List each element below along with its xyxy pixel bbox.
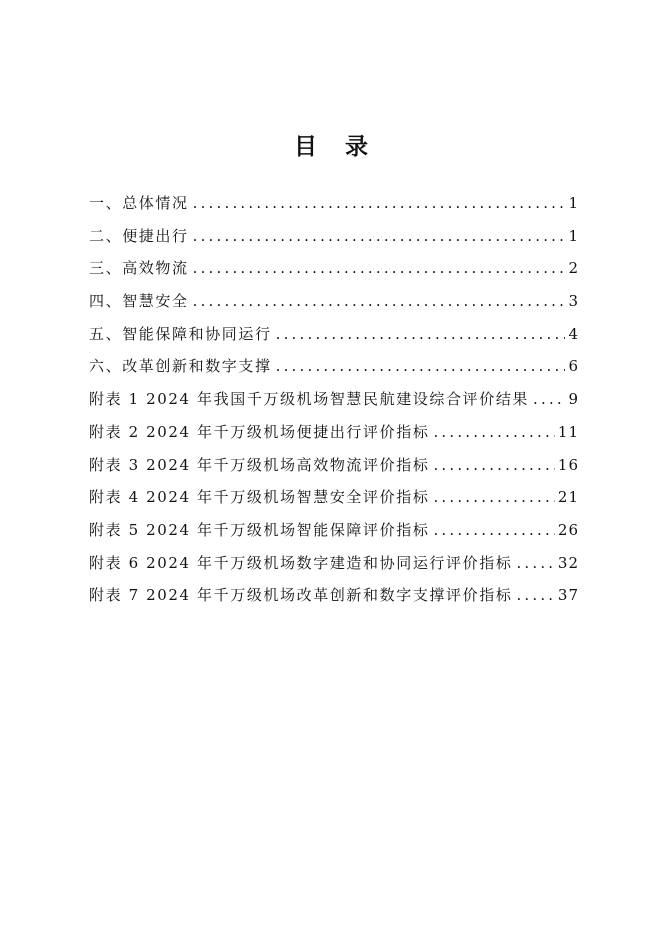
toc-dot-leader [276,354,566,378]
toc-entry[interactable] [89,420,579,453]
toc-page-number: 37 [557,586,579,605]
toc-dot-leader [193,224,566,248]
toc-entry-label: 附表 7 2024 年千万级机场改革创新和数字支撑评价指标 [89,586,513,605]
toc-dot-leader [516,551,554,575]
toc-entry[interactable] [89,518,579,551]
toc-entry[interactable] [89,256,579,289]
table-of-contents [89,191,579,616]
toc-entry-label: 附表 4 2024 年千万级机场智慧安全评价指标 [89,488,430,507]
toc-entry[interactable] [89,289,579,322]
toc-entry-label: 六、改革创新和数字支撑 [89,357,272,376]
toc-page-number: 9 [568,390,579,409]
toc-entry-label: 附表 6 2024 年千万级机场数字建造和协同运行评价指标 [89,553,513,572]
toc-dot-leader [433,453,554,477]
toc-page-number: 1 [568,226,579,245]
toc-entry[interactable] [89,485,579,518]
toc-entry-label: 附表 1 2024 年我国千万级机场智慧民航建设综合评价结果 [89,390,530,409]
toc-entry-label: 附表 5 2024 年千万级机场智能保障评价指标 [89,520,430,539]
toc-page-number: 21 [557,488,579,507]
toc-page-number: 3 [568,292,579,311]
toc-page-number: 16 [557,455,579,474]
toc-dot-leader [516,583,554,607]
toc-page-number: 2 [568,259,579,278]
toc-page-number: 32 [557,553,579,572]
toc-dot-leader [433,518,554,542]
toc-dot-leader [276,322,566,346]
toc-dot-leader [193,256,566,280]
toc-page-number: 6 [568,357,579,376]
toc-entry[interactable] [89,354,579,387]
toc-page-number: 1 [568,194,579,212]
toc-page-number: 4 [568,324,579,343]
toc-page-number: 11 [557,422,579,441]
toc-entry[interactable] [89,224,579,257]
page-title: 目 录 [293,133,378,160]
toc-dot-leader [533,387,565,411]
toc-entry-label: 二、便捷出行 [89,226,189,245]
toc-dot-leader [433,485,554,509]
toc-entry[interactable] [89,387,579,420]
toc-entry-label: 附表 2 2024 年千万级机场便捷出行评价指标 [89,422,430,441]
toc-page-number: 26 [557,520,579,539]
toc-entry[interactable] [89,453,579,486]
toc-entry[interactable] [89,322,579,355]
toc-entry[interactable] [89,191,579,224]
toc-entry-label: 五、智能保障和协同运行 [89,324,272,343]
toc-entry-label: 三、高效物流 [89,259,189,278]
toc-entry[interactable] [89,551,579,584]
toc-dot-leader [193,289,566,313]
toc-dot-leader [433,420,554,444]
toc-entry[interactable] [89,583,579,616]
toc-entry-label: 一、总体情况 [89,194,189,212]
toc-dot-leader [193,191,566,215]
toc-entry-label: 四、智慧安全 [89,292,189,311]
toc-entry-label: 附表 3 2024 年千万级机场高效物流评价指标 [89,455,430,474]
